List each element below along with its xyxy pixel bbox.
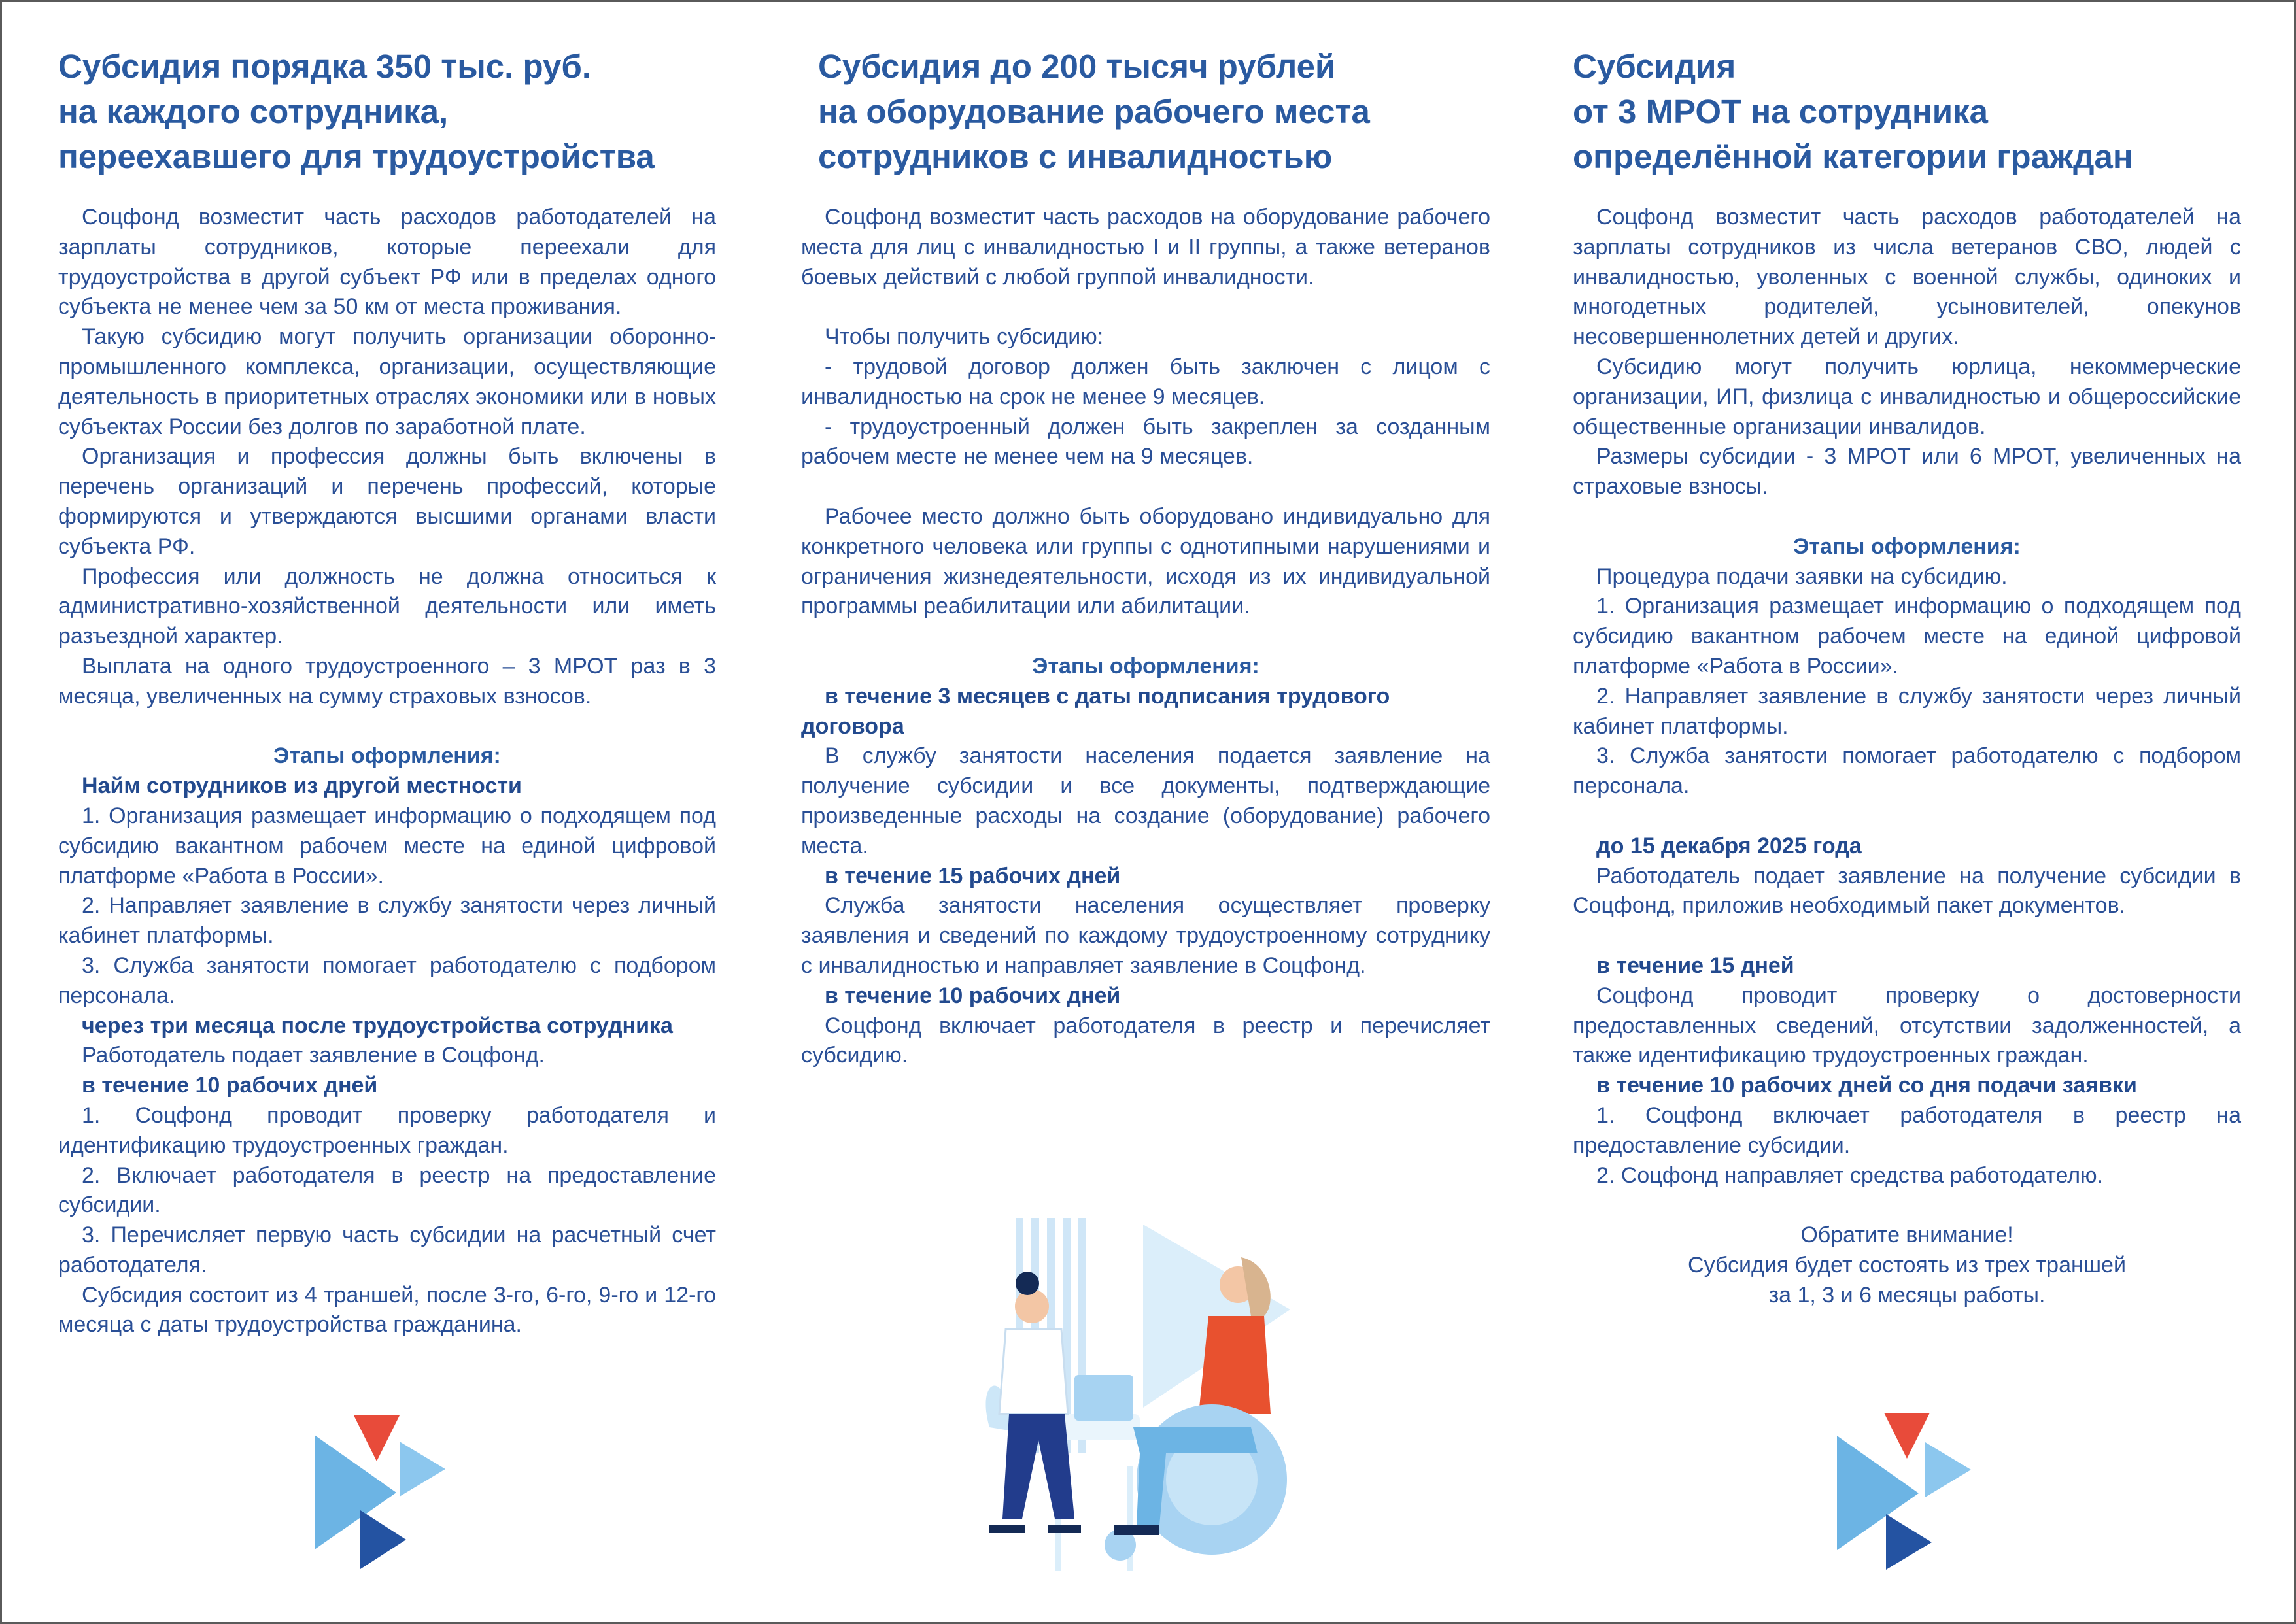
paragraph: Субсидию могут получить юрлица, некоммерческие организации, ИП, физлица с инвалидностью и общероссийские общественные организации инвалидов. [1573,354,2241,439]
spacer [1573,1191,2241,1221]
column-mrot-subsidy [1573,44,2241,1310]
paragraph: за 1, 3 и 6 месяцы работы. [1768,1282,2046,1308]
paragraph: Такую субсидию могут получить организации оборонно-промышленного комплекса, организации, осуществляющие деятельность в приоритетных отраслях экономики или в новых субъектах России без долгов по заработной плате. [58,324,716,439]
spacer [1573,921,2241,951]
paragraph: Соцфонд возместит часть расходов на оборудование рабочего места для лиц с инвалидностью I и II группы, а также ветеранов боевых действий с любой группой инвалидности. [801,205,1490,290]
paragraph: 1. Организация размещает информацию о подходящем под субсидию вакантном рабочем месте на единой цифровой платформе «Работа в России». [1573,594,2241,679]
paragraph: Работодатель подает заявление на получение субсидии в Соцфонд, приложив необходимый пакет документов. [1573,863,2241,919]
step-deadline: в течение 15 рабочих дней [825,863,1121,888]
section-heading: Этапы оформления: [273,743,501,769]
step-deadline: Найм сотрудников из другой местности [82,773,522,799]
paragraph: Служба занятости населения осуществляет проверку заявления и сведений по каждому трудоустроенному сотруднику с инвалидностью и направляет заявление в Соцфонд. [801,893,1490,978]
spacer [58,712,716,742]
paragraph: Размеры субсидии - 3 МРОТ или 6 МРОТ, увеличенных на страховые взносы. [1573,444,2241,499]
title-line: на оборудование рабочего места [818,93,1370,130]
paragraph: 3. Служба занятости помогает работодателю с подбором персонала. [1573,743,2241,799]
step-deadline: в течение 10 рабочих дней со дня подачи заявки [1596,1073,2137,1098]
paragraph: Работодатель подает заявление в Соцфонд. [82,1043,545,1068]
step-deadline: через три месяца после трудоустройства сотрудника [82,1013,673,1038]
paragraph: В службу занятости населения подается заявление на получение субсидии и все документы, подтверждающие произведенные расходы на создание (оборудование) рабочего места. [801,743,1490,858]
paragraph: 1. Соцфонд проводит проверку работодателя и идентификацию трудоустроенных граждан. [58,1102,716,1158]
step-deadline: в течение 15 дней [1596,953,1794,978]
paragraph: 2. Направляет заявление в службу занятости через личный кабинет платформы. [58,893,716,949]
title-line: на каждого сотрудника, [58,93,449,130]
paragraph: Субсидия будет состоять из трех траншей [1688,1252,2126,1277]
paragraph: Соцфонд включает работодателя в реестр и перечисляет субсидию. [801,1013,1490,1068]
paragraph: 2. Соцфонд направляет средства работодателю. [1596,1162,2104,1188]
column-body [1573,203,2241,1310]
spacer [801,292,1490,322]
paragraph: 3. Служба занятости помогает работодателю с подбором персонала. [58,953,716,1008]
title-line: сотрудников с инвалидностью [818,138,1333,175]
sfr-logo-icon [1837,1413,1974,1570]
column-title [58,44,716,179]
paragraph: 3. Перечисляет первую часть субсидии на расчетный счет работодателя. [58,1223,716,1277]
step-deadline: до 15 декабря 2025 года [1596,833,1862,858]
paragraph: 2. Включает работодателя в реестр на предоставление субсидии. [58,1162,716,1218]
spacer [801,622,1490,652]
sfr-logo-icon [315,1415,452,1572]
step-deadline: в течение 10 рабочих дней [825,983,1121,1008]
wheelchair-meeting-illustration [976,1218,1343,1578]
paragraph: - трудовой договор должен быть заключен с лицом с инвалидностью на срок не менее 9 месяцев. [801,354,1490,409]
column-body [801,203,1490,1071]
column-relocation-subsidy [58,44,716,1340]
title-line: Субсидия до 200 тысяч рублей [818,48,1336,85]
column-body [58,203,716,1340]
title-line: от 3 МРОТ на сотрудника [1573,93,1988,130]
section-heading: Этапы оформления: [1793,533,2021,559]
paragraph: Профессия или должность не должна относиться к административно-хозяйственной деятельности или иметь разъездной характер. [58,564,716,649]
title-line: определённой категории граждан [1573,138,2133,175]
paragraph: Обратите внимание! [1800,1223,2013,1248]
section-heading: Этапы оформления: [1032,653,1259,679]
column-disability-workplace-subsidy [801,44,1490,1071]
paragraph: Чтобы получить субсидию: [825,324,1104,350]
paragraph: - трудоустроенный должен быть закреплен за созданным рабочем месте не менее чем на 9 месяцев. [801,414,1490,469]
paragraph: Субсидия состоит из 4 траншей, после 3-го, 6-го, 9-го и 12-го месяца с даты трудоустройства гражданина. [58,1282,716,1338]
paragraph: Организация и профессия должны быть включены в перечень организаций и перечень профессий, которые формируются и утверждаются высшими органами власти субъекта РФ. [58,444,716,559]
spacer [1573,502,2241,532]
column-title [818,44,1490,179]
paragraph: Соцфонд проводит проверку о достоверности предоставленных сведений, отсутствии задолженностей, а также идентификацию трудоустроенных граждан. [1573,983,2241,1068]
step-deadline: в течение 3 месяцев с даты подписания трудового договора [801,683,1390,739]
title-line: Субсидия [1573,48,1736,85]
paragraph: 1. Соцфонд включает работодателя в реестр на предоставление субсидии. [1573,1102,2241,1158]
paragraph: Выплата на одного трудоустроенного – 3 МРОТ раз в 3 месяца, увеличенных на сумму страховых взносов. [58,653,716,709]
spacer [801,472,1490,502]
title-line: Субсидия порядка 350 тыс. руб. [58,48,592,85]
column-title [1573,44,2241,179]
paragraph: 1. Организация размещает информацию о подходящем под субсидию вакантном рабочем месте на единой цифровой платформе «Работа в России». [58,803,716,888]
step-deadline: в течение 10 рабочих дней [82,1073,378,1098]
paragraph: Соцфонд возместит часть расходов работодателей на зарплаты сотрудников из числа ветеранов СВО, людей с инвалидностью, уволенных с военной службы, одиноких и многодетных родителей, усыновителей, опекунов несовершеннолетних детей и других. [1573,205,2241,350]
paragraph: Рабочее место должно быть оборудовано индивидуально для конкретного человека или группы с однотипными нарушениями и ограничения жизнедеятельности, исходя из их индивидуальной программы реабилитации или абилитации. [801,503,1490,619]
spacer [1573,802,2241,832]
title-line: переехавшего для трудоустройства [58,138,655,175]
paragraph: Процедура подачи заявки на субсидию. [1596,564,2008,589]
paragraph: 2. Направляет заявление в службу занятости через личный кабинет платформы. [1573,683,2241,739]
paragraph: Соцфонд возместит часть расходов работодателей на зарплаты сотрудников, которые переехали для трудоустройства в другой субъект РФ или в пределах одного субъекта не менее чем за 50 км от места проживания. [58,205,716,320]
